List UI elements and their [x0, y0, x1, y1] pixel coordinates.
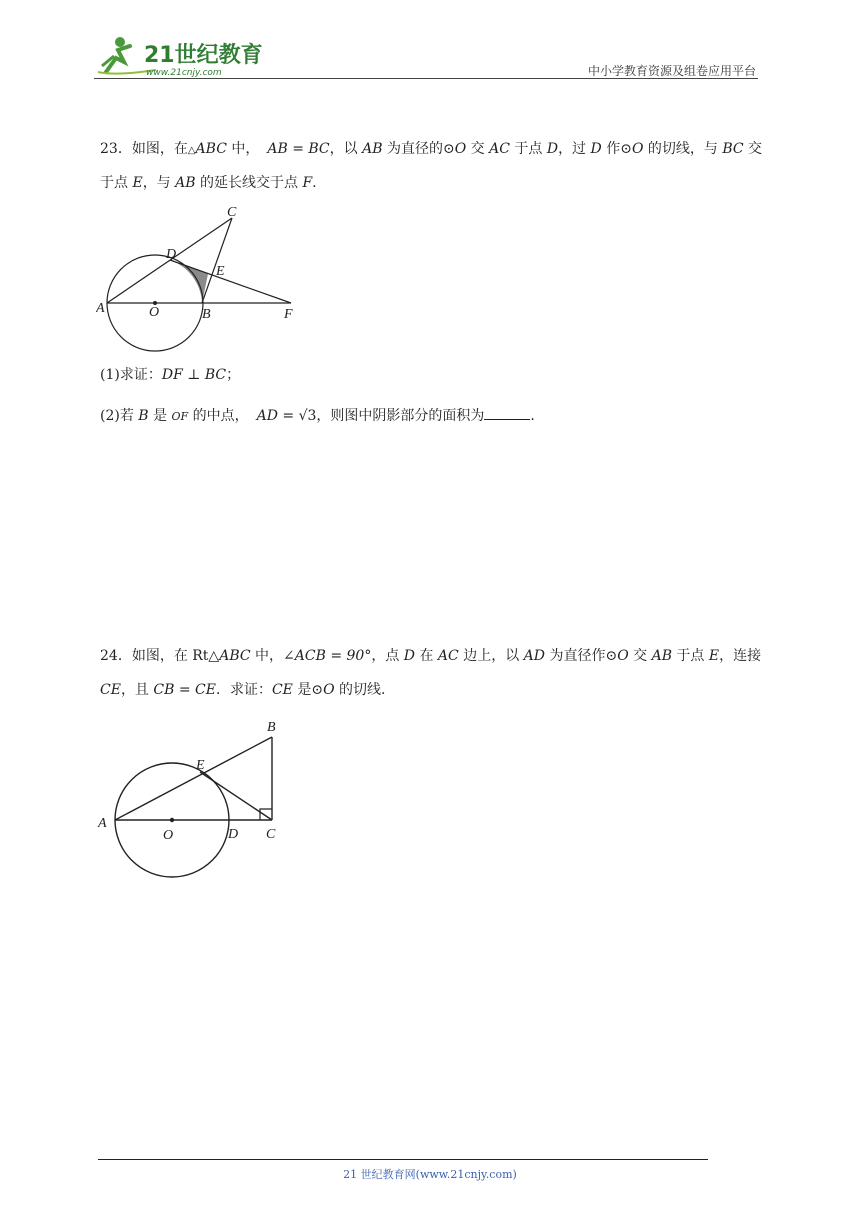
q24-stem-line2: CE，且 CB = CE．求证：CE 是⊙O 的切线. — [100, 682, 386, 698]
site-tagline: 中小学教育资源及组卷应用平台 — [587, 64, 756, 78]
q23-stem-line1: 23．如图，在△ABC 中， AB = BC，以 AB 为直径的⊙O 交 AC 于点 D，过 D 作⊙O 的切线，与 BC 交 — [100, 141, 763, 157]
q23-part1: (1)求证：DF ⊥ BC； — [100, 367, 241, 383]
q24-stem-line1: 24．如图，在 Rt△ABC 中，∠ACB = 90°，点 D 在 AC 边上，以 AD 为直径作⊙O 交 AB 于点 E，连接 — [100, 648, 762, 664]
q23-figure — [96, 202, 306, 354]
q24-label-e: E — [196, 758, 205, 773]
header-divider — [94, 78, 758, 79]
runner-logo-icon — [96, 32, 266, 80]
q23-answer-blank[interactable] — [484, 407, 530, 420]
q23-label-f: F — [284, 307, 293, 322]
q24-figure — [96, 714, 296, 880]
footer-link[interactable]: 21 世纪教育网(www.21cnjy.com) — [343, 1168, 517, 1181]
logo-url-text: www.21cnjy.com — [146, 68, 222, 78]
q23-line-df — [170, 260, 291, 303]
q24-label-o: O — [163, 828, 174, 843]
footer-divider — [98, 1159, 708, 1160]
q24-label-d: D — [228, 827, 239, 842]
q23-label-a: A — [96, 301, 105, 316]
q23-label-e: E — [216, 264, 225, 279]
q23-label-b: B — [202, 307, 211, 322]
q24-label-b: B — [267, 720, 276, 735]
q23-stem-line2: 于点 E，与 AB 的延长线交于点 F. — [100, 175, 317, 191]
q23-line-cb — [202, 218, 232, 303]
q24-label-c: C — [266, 827, 276, 842]
q24-line-ec — [200, 772, 272, 820]
q23-label-o: O — [149, 305, 160, 320]
logo-text: 21世纪教育 — [144, 43, 263, 68]
q24-line-ab — [115, 737, 272, 820]
q23-label-d: D — [166, 247, 177, 262]
q23-label-c: C — [227, 205, 237, 220]
q24-label-a: A — [98, 816, 107, 831]
q23-part2: (2)若 B 是 OF 的中点， AD = √3，则图中阴影部分的面积为 . — [100, 408, 535, 424]
q24-center-point — [170, 818, 174, 822]
site-logo — [96, 32, 266, 80]
